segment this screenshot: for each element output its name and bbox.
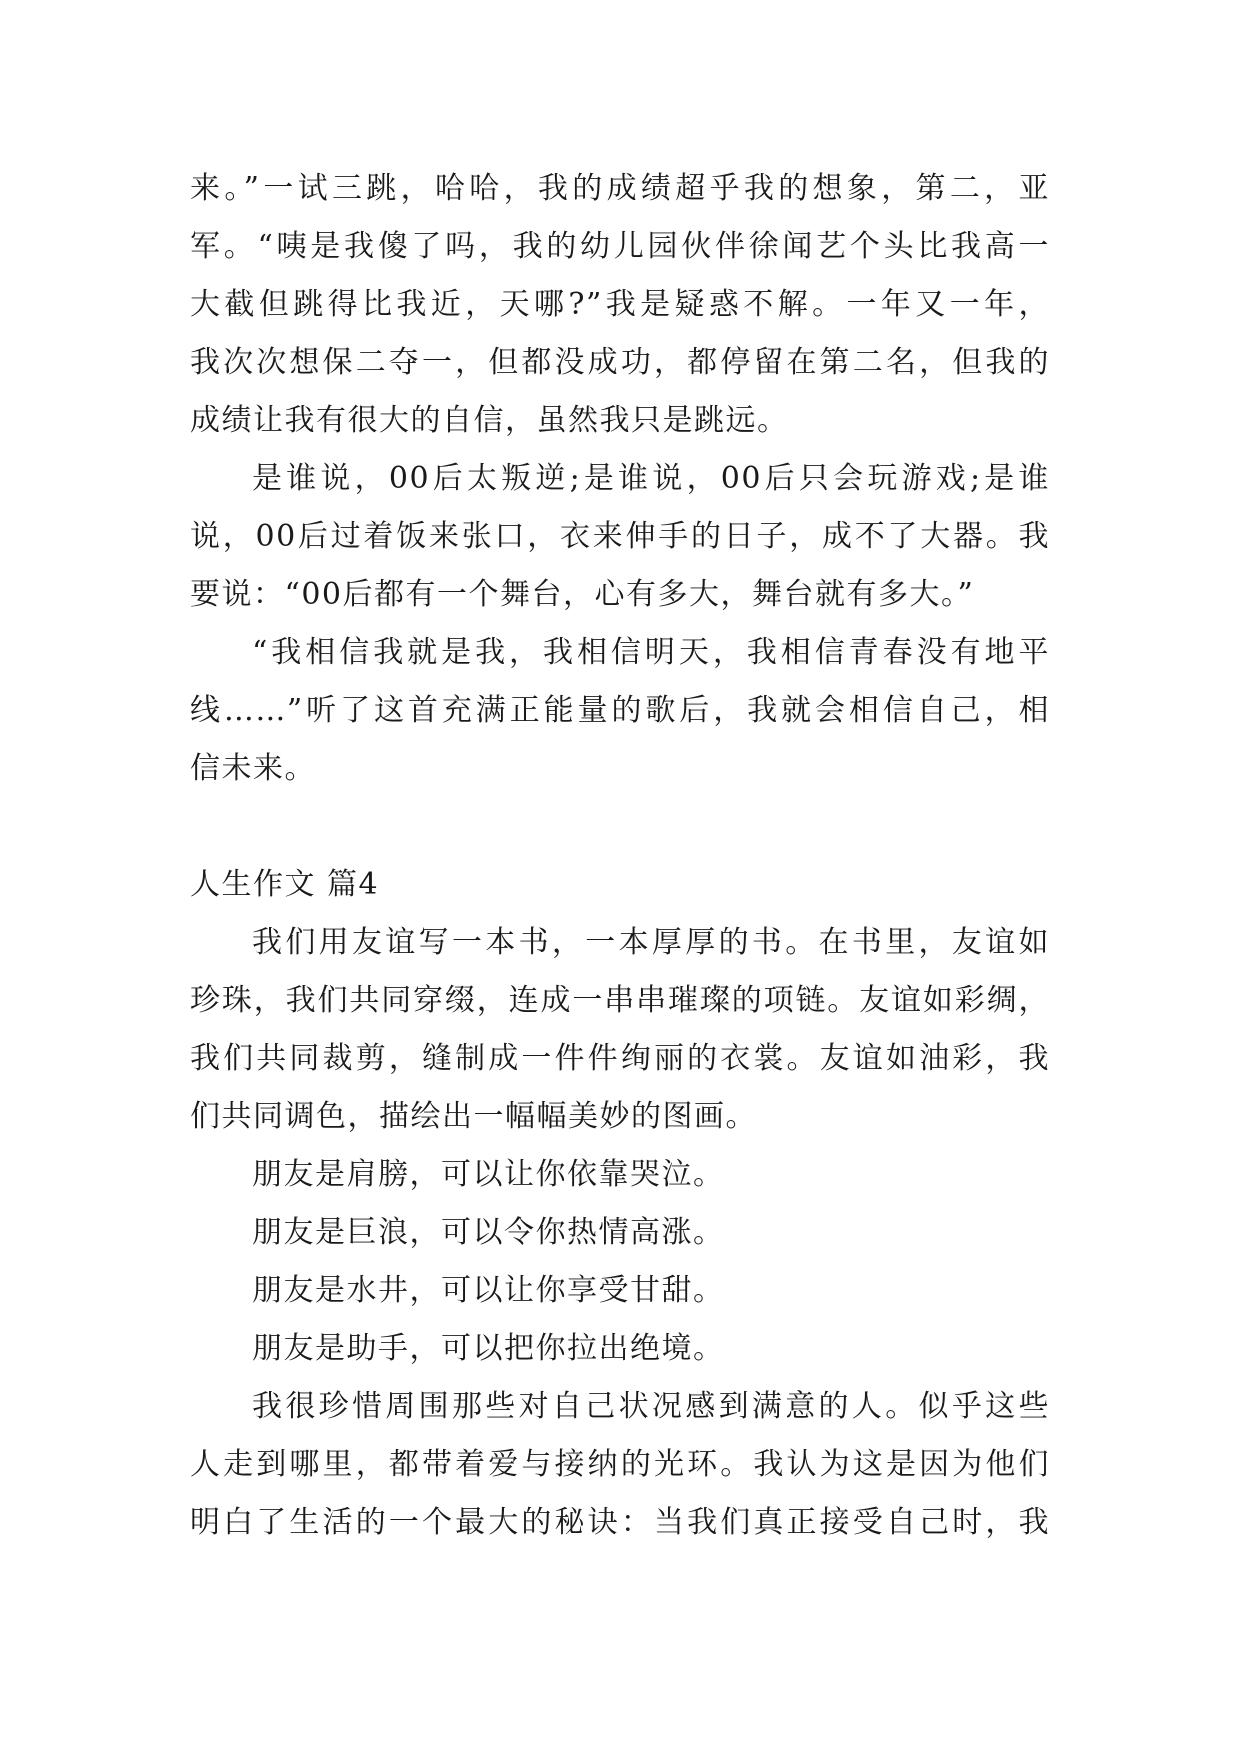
- paragraph: [190, 914, 1050, 1146]
- paragraph: [190, 1146, 1050, 1204]
- document-page: [190, 160, 1050, 1552]
- section-title: 人生作文 篇4: [190, 867, 380, 902]
- text-line: 朋友是助手，可以把你拉出绝境。: [252, 1331, 725, 1366]
- text-line: 朋友是巨浪，可以令你热情高涨。: [252, 1215, 725, 1250]
- text-line: 朋友是水井，可以让你享受甘甜。: [252, 1273, 725, 1308]
- text-line: 我们用友谊写一本书，一本厚厚的书。在书里，友谊如: [252, 925, 1050, 960]
- text-line: 我很珍惜周围那些对自己状况感到满意的人。似乎这些: [252, 1389, 1050, 1424]
- paragraph: [190, 1378, 1050, 1552]
- paragraph: [190, 1320, 1050, 1378]
- text-line: 珍珠，我们共同穿缀，连成一串串璀璨的项链。友谊如彩绸，: [190, 983, 1050, 1018]
- text-line: 军。“咦是我傻了吗，我的幼儿园伙伴徐闻艺个头比我高一: [190, 229, 1050, 264]
- text-line: 线……”听了这首充满正能量的歌后，我就会相信自己，相: [190, 693, 1050, 728]
- text-line: 信未来。: [190, 751, 316, 786]
- text-line: 人走到哪里，都带着爱与接纳的光环。我认为这是因为他们: [190, 1447, 1050, 1482]
- text-line: 大截但跳得比我近，天哪?”我是疑惑不解。一年又一年，: [190, 287, 1050, 322]
- text-line: 来。”一试三跳，哈哈，我的成绩超乎我的想象，第二，亚: [190, 171, 1050, 206]
- text-line: 我次次想保二夺一，但都没成功，都停留在第二名，但我的: [190, 345, 1050, 380]
- text-line: 说，00后过着饭来张口，衣来伸手的日子，成不了大器。我: [190, 519, 1050, 554]
- text-line: “我相信我就是我，我相信明天，我相信青春没有地平: [252, 635, 1050, 670]
- text-line: 是谁说，00后太叛逆;是谁说，00后只会玩游戏;是谁: [252, 461, 1050, 496]
- text-line: 成绩让我有很大的自信，虽然我只是跳远。: [190, 403, 789, 438]
- paragraph: [190, 160, 1050, 450]
- paragraph: [190, 1204, 1050, 1262]
- text-line: 们共同调色，描绘出一幅幅美妙的图画。: [190, 1099, 757, 1134]
- paragraph: [190, 1262, 1050, 1320]
- text-line: 要说：“00后都有一个舞台，心有多大，舞台就有多大。”: [190, 577, 975, 612]
- paragraph: [190, 624, 1050, 798]
- text-line: 明白了生活的一个最大的秘诀：当我们真正接受自己时，我: [190, 1505, 1050, 1540]
- text-line: 朋友是肩膀，可以让你依靠哭泣。: [252, 1157, 725, 1192]
- paragraph: [190, 450, 1050, 624]
- text-line: 我们共同裁剪，缝制成一件件绚丽的衣裳。友谊如油彩，我: [190, 1041, 1050, 1076]
